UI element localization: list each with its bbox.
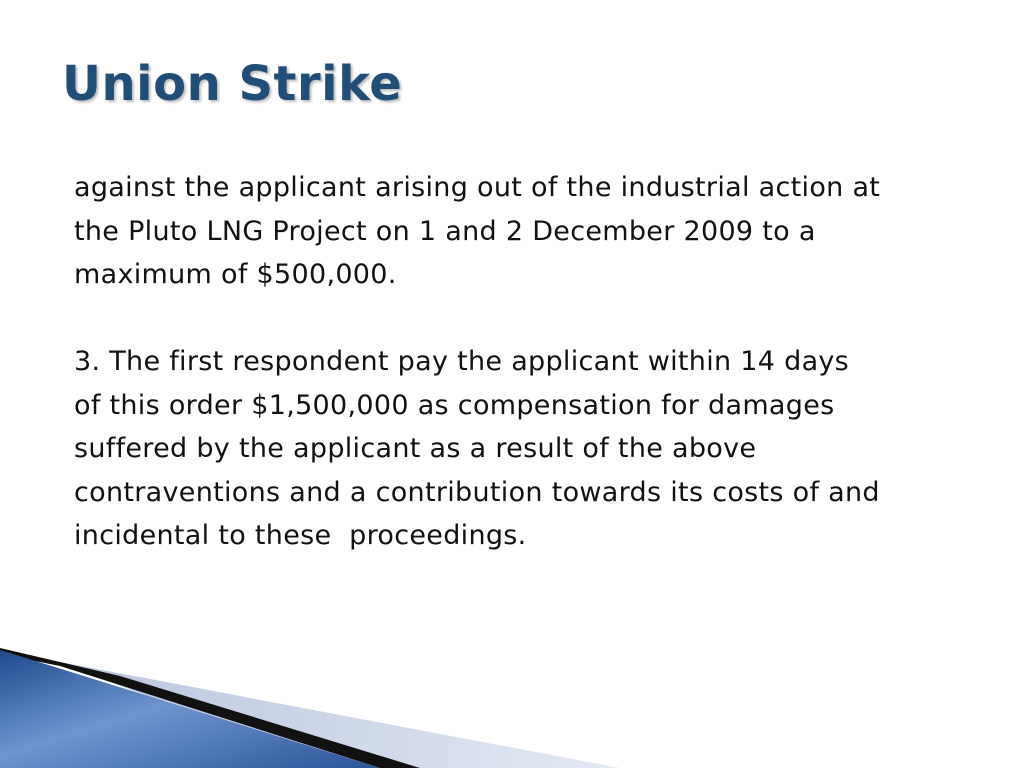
paragraph-clause-3: 3. The first respondent pay the applicant within 14 days of this order $1,500,000 as compensation for damages suffered by the applicant as a result of the above contraventions and a contribution towards its costs of and incidental to these proceedings. (74, 346, 880, 551)
paragraph-spacer (74, 297, 974, 341)
slide-body (74, 166, 974, 558)
paragraph-order-clause: against the applicant arising out of the industrial action at the Pluto LNG Project on 1 and 2 December 2009 to a maximum of $500,000. (74, 172, 881, 290)
slide-corner-decoration (0, 640, 1024, 768)
slide-title: Union Strike (62, 56, 403, 112)
